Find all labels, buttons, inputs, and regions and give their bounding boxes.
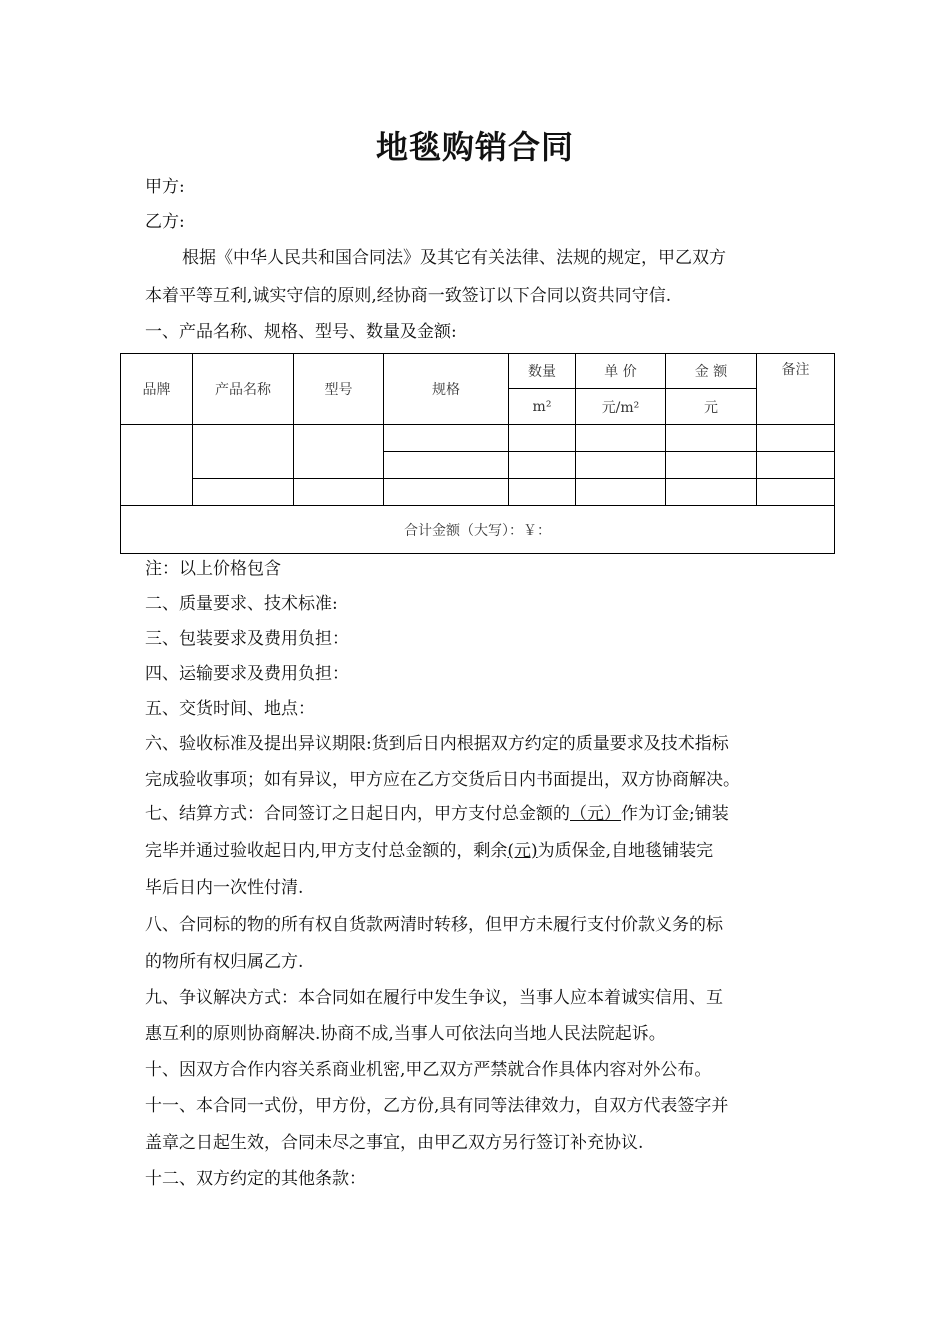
table-cell: [757, 479, 835, 506]
section-10: 十、因双方合作内容关系商业机密,甲乙双方严禁就合作具体内容对外公布。: [145, 1060, 712, 1080]
table-cell: [384, 452, 509, 479]
section-3: 三、包装要求及费用负担：: [145, 629, 349, 649]
deposit-blank: （元）: [570, 804, 621, 824]
table-cell: [576, 425, 666, 452]
document-title: 地毯购销合同: [375, 128, 574, 166]
table-cell: [193, 479, 294, 506]
section-7-line-1: [145, 802, 729, 826]
header-model: 型号: [294, 354, 384, 425]
section-11-line-2: 盖章之日起生效，合同未尽之事宜，由甲乙双方另行签订补充协议.: [145, 1133, 644, 1153]
unit-amount: 元: [666, 389, 757, 425]
party-a: 甲方:: [145, 177, 185, 197]
table-cell: [509, 452, 576, 479]
header-quantity: 数量: [509, 354, 576, 389]
section-6-line-1: 六、验收标准及提出异议期限:货到后日内根据双方约定的质量要求及技术指标: [145, 734, 729, 754]
table-cell: [509, 425, 576, 452]
table-cell: [294, 425, 384, 479]
section-8-line-1: 八、合同标的物的所有权自货款两清时转移，但甲方未履行支付价款义务的标: [145, 915, 723, 935]
section-7-text: 七、结算方式：合同签订之日起日内，甲方支付总金额的: [145, 804, 570, 824]
total-amount: 合计金额（大写）：￥：: [121, 506, 835, 554]
table-cell: [509, 479, 576, 506]
section-7-text: 作为订金;铺装: [621, 804, 729, 824]
table-cell: [757, 452, 835, 479]
table-cell: [666, 452, 757, 479]
table-cell: [193, 425, 294, 479]
table-cell: [294, 479, 384, 506]
table-total-row: [121, 506, 835, 554]
table-cell: [666, 425, 757, 452]
section-4: 四、运输要求及费用负担：: [145, 664, 349, 684]
section-8-line-2: 的物所有权归属乙方.: [145, 952, 304, 972]
unit-quantity: m²: [509, 389, 576, 425]
header-amount: 金 额: [666, 354, 757, 389]
party-b: 乙方:: [145, 212, 185, 232]
table-cell: [384, 479, 509, 506]
section-7-text: 为质保金,自地毯铺装完: [537, 841, 714, 861]
header-unit-price: 单 价: [576, 354, 666, 389]
section-12: 十二、双方约定的其他条款：: [145, 1169, 366, 1189]
header-product-name: 产品名称: [193, 354, 294, 425]
table-row: [121, 479, 835, 506]
table-cell: [576, 452, 666, 479]
section-1-heading: 一、产品名称、规格、型号、数量及金额:: [145, 322, 457, 342]
section-11-line-1: 十一、本合同一式份，甲方份，乙方份,具有同等法律效力，自双方代表签字并: [145, 1096, 729, 1116]
section-2: 二、质量要求、技术标准:: [145, 594, 338, 614]
table-cell: [121, 425, 193, 506]
intro-line-1: 根据《中华人民共和国合同法》及其它有关法律、法规的规定，甲乙双方: [182, 248, 726, 268]
table-cell: [576, 479, 666, 506]
section-7-line-2: [145, 839, 713, 863]
unit-price: 元/m²: [576, 389, 666, 425]
retention-blank: (元): [507, 841, 538, 861]
table-cell: [666, 479, 757, 506]
section-6-line-2: 完成验收事项；如有异议，甲方应在乙方交货后日内书面提出，双方协商解决。: [145, 770, 740, 790]
section-9-line-2: 惠互利的原则协商解决.协商不成,当事人可依法向当地人民法院起诉。: [145, 1024, 666, 1044]
table-cell: [757, 425, 835, 452]
table-row: [121, 425, 835, 452]
section-7-line-3: 毕后日内一次性付清.: [145, 878, 304, 898]
section-9-line-1: 九、争议解决方式：本合同如在履行中发生争议，当事人应本着诚实信用、互: [145, 988, 723, 1008]
section-7-text: 完毕并通过验收起日内,甲方支付总金额的，剩余: [145, 841, 508, 861]
table-cell: [384, 425, 509, 452]
table-header-row: [121, 354, 835, 389]
price-note: 注：以上价格包含: [145, 559, 281, 579]
section-5: 五、交货时间、地点：: [145, 699, 315, 719]
header-spec: 规格: [384, 354, 509, 425]
intro-line-2: 本着平等互利,诚实守信的原则,经协商一致签订以下合同以资共同守信.: [145, 286, 672, 306]
header-remarks: 备注: [757, 354, 835, 425]
goods-table: [120, 353, 835, 554]
header-brand: 品牌: [121, 354, 193, 425]
